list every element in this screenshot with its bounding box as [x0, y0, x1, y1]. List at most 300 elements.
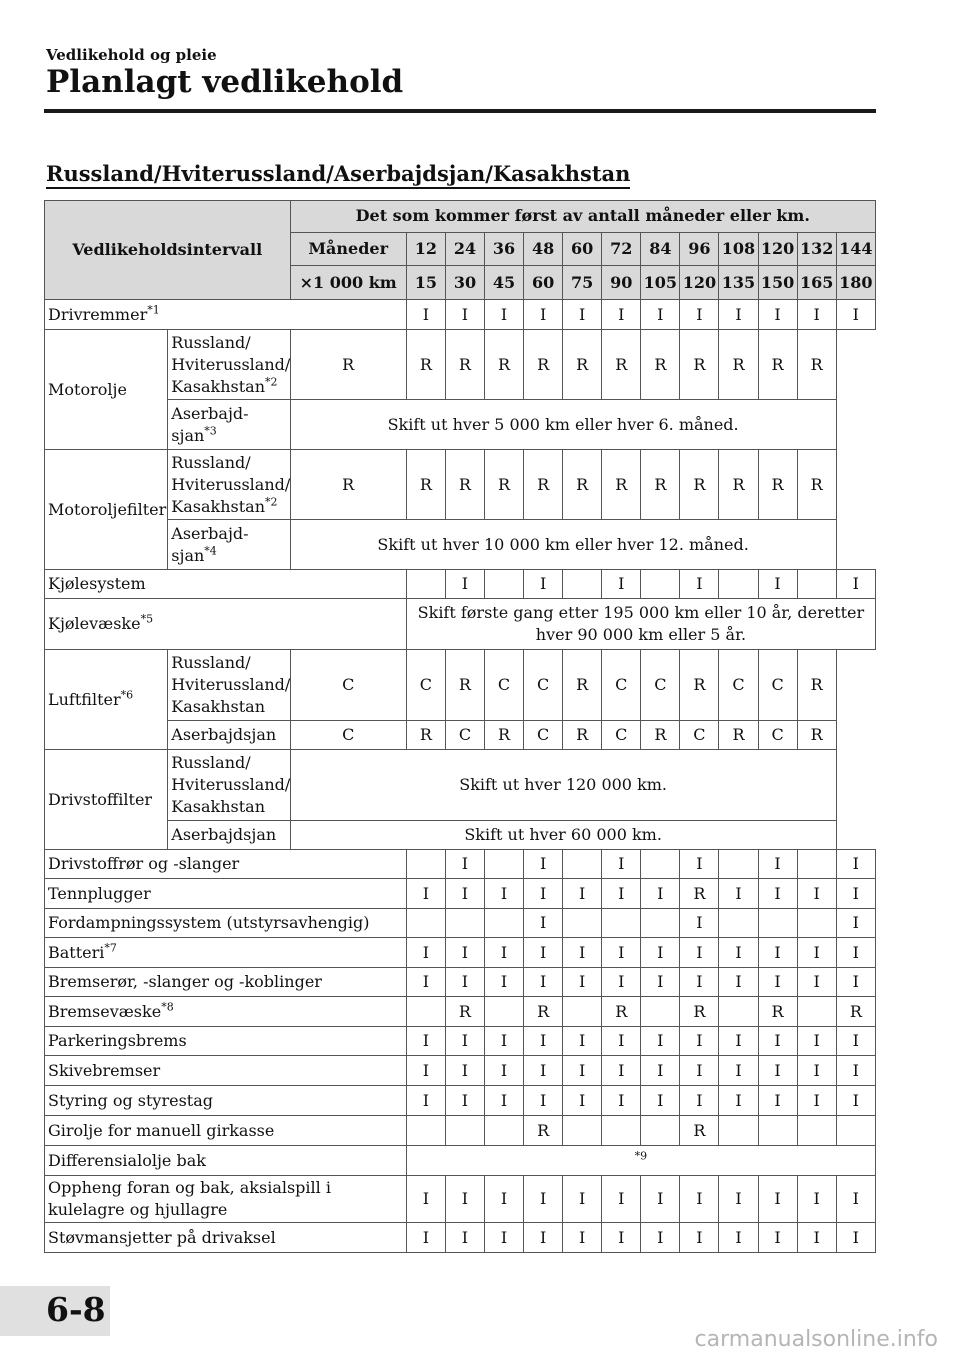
page-number: 6-8	[46, 1290, 106, 1329]
interval-cell: R	[524, 997, 563, 1027]
interval-cell: I	[406, 879, 445, 909]
interval-cell: I	[641, 300, 680, 330]
chapter-label: Vedlikehold og pleie	[46, 46, 217, 64]
interval-cell	[797, 997, 836, 1027]
month-value: 72	[602, 232, 641, 266]
month-value: 132	[797, 232, 836, 266]
interval-cell: I	[836, 850, 875, 879]
interval-cell: R	[524, 450, 563, 520]
month-value: 36	[484, 232, 523, 266]
item-label	[45, 650, 168, 750]
table-row	[45, 721, 876, 750]
interval-cell: R	[680, 997, 719, 1027]
interval-cell: I	[797, 1223, 836, 1253]
region-label	[168, 520, 290, 570]
region-line: Kasakhstan	[171, 697, 266, 716]
item-name: Differensialolje bak	[48, 1150, 206, 1170]
interval-cell: R	[680, 330, 719, 400]
item-name: Tennplugger	[48, 883, 151, 903]
interval-cell: I	[484, 1223, 523, 1253]
item-name: Fordampningssystem (utstyrsavhengig)	[48, 913, 370, 932]
item-name: Parkeringsbrems	[48, 1031, 187, 1050]
interval-cell: I	[680, 1056, 719, 1086]
item-label	[45, 450, 168, 570]
interval-cell	[445, 1116, 484, 1146]
km-value: 75	[563, 266, 602, 300]
interval-cell: R	[758, 450, 797, 520]
interval-cell: I	[641, 1086, 680, 1116]
footnote-ref: *8	[161, 1000, 174, 1014]
table-row	[45, 450, 876, 520]
interval-cell: R	[797, 450, 836, 520]
interval-cell: I	[641, 1027, 680, 1056]
km-value: 30	[445, 266, 484, 300]
interval-cell: I	[406, 1027, 445, 1056]
interval-cell: I	[680, 1176, 719, 1223]
item-label	[45, 599, 407, 650]
interval-cell	[445, 909, 484, 938]
footnote-ref: *6	[120, 688, 134, 702]
interval-cell	[406, 1116, 445, 1146]
interval-cell: I	[602, 1176, 641, 1223]
item-label	[45, 570, 407, 599]
region-line: sjan	[171, 425, 205, 445]
interval-cell: C	[719, 650, 758, 721]
interval-cell: I	[563, 1056, 602, 1086]
interval-cell: R	[406, 330, 445, 400]
interval-cell	[563, 1116, 602, 1146]
table-row	[45, 850, 876, 879]
interval-cell: R	[563, 650, 602, 721]
km-value: 15	[406, 266, 445, 300]
interval-cell: C	[406, 650, 445, 721]
item-label	[45, 879, 407, 909]
interval-cell	[641, 1116, 680, 1146]
item-name: Skivebremser	[48, 1060, 161, 1080]
interval-cell: I	[602, 968, 641, 997]
interval-cell: I	[641, 1176, 680, 1223]
footnote-ref: *2	[265, 495, 278, 509]
month-value: 96	[680, 232, 719, 266]
interval-cell: I	[719, 968, 758, 997]
interval-cell: I	[524, 850, 563, 879]
km-value: 120	[680, 266, 719, 300]
maintenance-table	[44, 200, 876, 1253]
interval-cell: I	[602, 1027, 641, 1056]
interval-cell: I	[797, 1176, 836, 1223]
item-name: Luftfilter	[48, 689, 121, 709]
interval-cell: I	[641, 1056, 680, 1086]
interval-cell: C	[602, 721, 641, 750]
item-name: Drivstoffilter	[48, 789, 153, 809]
interval-cell: I	[797, 1086, 836, 1116]
interval-cell: I	[641, 938, 680, 968]
interval-cell: R	[445, 650, 484, 721]
interval-cell: R	[602, 997, 641, 1027]
interval-cell: I	[836, 1086, 875, 1116]
table-row	[45, 1223, 876, 1253]
interval-cell: R	[797, 650, 836, 721]
table-row	[45, 821, 876, 850]
interval-cell: I	[406, 1086, 445, 1116]
item-name: Girolje for manuell girkasse	[48, 1120, 275, 1140]
interval-cell: R	[445, 330, 484, 400]
table-row	[45, 750, 876, 821]
table-row	[45, 1176, 876, 1223]
interval-cell	[719, 1116, 758, 1146]
interval-cell: I	[680, 1027, 719, 1056]
interval-cell: I	[719, 1056, 758, 1086]
item-label	[45, 1086, 407, 1116]
interval-cell: I	[680, 938, 719, 968]
region-line: Russland/	[171, 753, 251, 772]
interval-cell: I	[602, 938, 641, 968]
interval-cell: R	[484, 721, 523, 750]
interval-text: Skift ut hver 10 000 km eller hver 12. måned.	[290, 520, 836, 570]
month-value: 84	[641, 232, 680, 266]
interval-cell: R	[641, 330, 680, 400]
interval-cell: I	[836, 968, 875, 997]
interval-cell	[719, 997, 758, 1027]
item-name: Bremserør, -slanger og -koblinger	[48, 972, 322, 991]
watermark: carmanualsonline.info	[694, 1327, 938, 1352]
interval-cell: I	[641, 879, 680, 909]
region-label	[168, 650, 290, 721]
km-value: 90	[602, 266, 641, 300]
interval-cell: I	[797, 1056, 836, 1086]
interval-cell	[484, 909, 523, 938]
interval-cell: I	[524, 300, 563, 330]
item-name: Bremsevæske	[48, 1001, 162, 1021]
region-line: Russland/	[171, 332, 251, 352]
region-line: Russland/	[171, 653, 251, 672]
interval-cell: I	[406, 938, 445, 968]
table-row	[45, 570, 876, 599]
interval-cell	[563, 909, 602, 938]
table-row	[45, 1116, 876, 1146]
interval-cell: C	[602, 650, 641, 721]
interval-cell: R	[680, 450, 719, 520]
interval-cell: I	[758, 300, 797, 330]
interval-cell	[563, 570, 602, 599]
interval-cell: I	[563, 1223, 602, 1253]
region-label	[168, 400, 290, 450]
interval-cell: I	[719, 300, 758, 330]
interval-cell	[563, 850, 602, 879]
month-value: 108	[719, 232, 758, 266]
months-label: Måneder	[290, 232, 406, 266]
table-row	[45, 1027, 876, 1056]
interval-cell: R	[602, 330, 641, 400]
interval-cell: I	[445, 1056, 484, 1086]
interval-cell: I	[719, 879, 758, 909]
item-label	[45, 1116, 407, 1146]
interval-cell: R	[524, 1116, 563, 1146]
interval-cell: I	[602, 850, 641, 879]
table-row	[45, 1086, 876, 1116]
interval-cell	[484, 997, 523, 1027]
region-line: Kasakhstan	[171, 797, 266, 816]
region-line: Hviterussland/	[171, 474, 291, 494]
interval-cell	[484, 1116, 523, 1146]
interval-cell: I	[406, 1223, 445, 1253]
interval-cell	[836, 1116, 875, 1146]
interval-cell: R	[290, 450, 406, 520]
interval-cell: I	[758, 1086, 797, 1116]
interval-cell: I	[680, 570, 719, 599]
interval-cell: R	[406, 721, 445, 750]
interval-cell: I	[680, 1223, 719, 1253]
interval-cell: I	[641, 968, 680, 997]
table-row	[45, 938, 876, 968]
interval-cell: I	[641, 1223, 680, 1253]
interval-cell: R	[719, 450, 758, 520]
interval-cell	[406, 570, 445, 599]
interval-cell: I	[836, 879, 875, 909]
item-name: Drivremmer	[48, 304, 148, 324]
interval-cell: I	[680, 300, 719, 330]
interval-cell: I	[836, 1027, 875, 1056]
table-row	[45, 300, 876, 330]
interval-cell: I	[719, 938, 758, 968]
interval-cell: I	[445, 1027, 484, 1056]
interval-cell: I	[445, 968, 484, 997]
interval-cell	[484, 850, 523, 879]
interval-cell: I	[484, 1027, 523, 1056]
interval-cell: I	[836, 1056, 875, 1086]
km-value: 150	[758, 266, 797, 300]
interval-cell	[719, 570, 758, 599]
interval-cell: I	[602, 1056, 641, 1086]
interval-cell: I	[445, 1223, 484, 1253]
region-line: sjan	[171, 545, 205, 565]
region-line: Kasakhstan	[171, 496, 266, 516]
km-value: 45	[484, 266, 523, 300]
interval-cell: I	[836, 570, 875, 599]
interval-cell: I	[524, 968, 563, 997]
region-line: Aserbajdsjan	[171, 825, 277, 844]
region-label	[168, 821, 290, 850]
km-value: 165	[797, 266, 836, 300]
interval-cell: I	[563, 1176, 602, 1223]
item-name: Kjølesystem	[48, 574, 146, 593]
item-label	[45, 997, 407, 1027]
interval-cell: I	[484, 1056, 523, 1086]
interval-cell: I	[719, 1027, 758, 1056]
region-line: Aserbajd-	[171, 523, 249, 543]
interval-cell: I	[524, 1086, 563, 1116]
month-value: 24	[445, 232, 484, 266]
interval-text: Skift første gang etter 195 000 km eller 10 år, deretter hver 90 000 km eller 5 år.	[406, 599, 875, 650]
interval-cell: R	[641, 721, 680, 750]
interval-cell: R	[484, 450, 523, 520]
interval-cell: I	[758, 850, 797, 879]
interval-cell: R	[797, 721, 836, 750]
interval-cell: I	[680, 850, 719, 879]
footnote-ref: *7	[104, 941, 117, 955]
item-label	[45, 1176, 407, 1223]
interval-cell: I	[797, 1027, 836, 1056]
interval-cell: I	[524, 570, 563, 599]
interval-cell: C	[524, 650, 563, 721]
interval-cell: R	[680, 879, 719, 909]
interval-cell: I	[602, 300, 641, 330]
interval-cell: I	[797, 879, 836, 909]
interval-cell: I	[563, 968, 602, 997]
interval-cell: I	[524, 1056, 563, 1086]
interval-cell: I	[602, 570, 641, 599]
interval-cell: I	[524, 879, 563, 909]
month-value: 48	[524, 232, 563, 266]
item-label	[45, 330, 168, 450]
interval-cell	[719, 850, 758, 879]
interval-cell: I	[758, 968, 797, 997]
item-name: Oppheng foran og bak, aksialspill i kulelagre og hjullagre	[48, 1178, 331, 1219]
km-label: ×1 000 km	[290, 266, 406, 300]
interval-cell: I	[484, 968, 523, 997]
interval-cell: R	[445, 450, 484, 520]
interval-cell: I	[758, 938, 797, 968]
item-name: Batteri	[48, 942, 105, 962]
interval-cell: I	[758, 879, 797, 909]
interval-cell: C	[290, 721, 406, 750]
interval-cell: R	[797, 330, 836, 400]
interval-cell	[563, 997, 602, 1027]
month-value: 120	[758, 232, 797, 266]
item-label	[45, 1027, 407, 1056]
region-line: Hviterussland/	[171, 354, 291, 374]
interval-cell: I	[524, 938, 563, 968]
interval-cell	[484, 570, 523, 599]
region-label	[168, 330, 290, 400]
interval-cell: C	[484, 650, 523, 721]
footnote-ref: *5	[140, 612, 154, 626]
table-row	[45, 879, 876, 909]
footnote-ref: *9	[634, 1149, 648, 1163]
interval-cell: I	[836, 909, 875, 938]
item-label	[45, 1056, 407, 1086]
item-label	[45, 968, 407, 997]
interval-cell	[406, 850, 445, 879]
interval-cell: C	[680, 721, 719, 750]
interval-cell	[641, 909, 680, 938]
interval-cell: I	[524, 909, 563, 938]
interval-cell: I	[445, 570, 484, 599]
region-line: Russland/	[171, 452, 251, 472]
interval-cell	[797, 570, 836, 599]
interval-cell: R	[680, 650, 719, 721]
interval-cell: I	[719, 1176, 758, 1223]
interval-cell: I	[406, 968, 445, 997]
km-value: 180	[836, 266, 875, 300]
interval-cell: R	[602, 450, 641, 520]
table-row	[45, 1146, 876, 1176]
interval-cell: I	[524, 1223, 563, 1253]
interval-cell: I	[797, 938, 836, 968]
interval-cell: I	[406, 1056, 445, 1086]
interval-cell	[719, 909, 758, 938]
interval-cell: I	[719, 1223, 758, 1253]
region-label	[168, 721, 290, 750]
interval-cell: I	[563, 300, 602, 330]
interval-cell: I	[563, 1086, 602, 1116]
table-row	[45, 650, 876, 721]
table-row	[45, 330, 876, 400]
interval-note	[406, 1146, 875, 1176]
km-value: 105	[641, 266, 680, 300]
interval-cell: I	[445, 300, 484, 330]
interval-cell: I	[602, 1223, 641, 1253]
interval-cell	[758, 1116, 797, 1146]
interval-text: Skift ut hver 60 000 km.	[290, 821, 836, 850]
table-row	[45, 997, 876, 1027]
interval-cell: I	[758, 1027, 797, 1056]
interval-cell	[797, 850, 836, 879]
month-value: 60	[563, 232, 602, 266]
interval-cell	[797, 909, 836, 938]
region-label	[168, 750, 290, 821]
interval-cell: I	[563, 879, 602, 909]
interval-cell: R	[680, 1116, 719, 1146]
interval-cell: I	[484, 300, 523, 330]
interval-cell: I	[563, 938, 602, 968]
group-header: Det som kommer først av antall måneder eller km.	[290, 201, 875, 233]
month-value: 144	[836, 232, 875, 266]
title-divider	[44, 109, 876, 113]
header-row	[45, 201, 876, 233]
interval-cell: I	[484, 938, 523, 968]
interval-cell: R	[484, 330, 523, 400]
interval-cell: I	[836, 1176, 875, 1223]
interval-cell	[641, 570, 680, 599]
interval-cell: I	[797, 968, 836, 997]
footnote-ref: *1	[147, 303, 160, 317]
interval-cell: C	[758, 721, 797, 750]
interval-cell: C	[524, 721, 563, 750]
interval-cell: I	[406, 1176, 445, 1223]
interval-cell: I	[680, 968, 719, 997]
region-line: Aserbajdsjan	[171, 725, 277, 744]
interval-cell: I	[445, 938, 484, 968]
item-label	[45, 850, 407, 879]
interval-cell: R	[758, 997, 797, 1027]
interval-cell	[797, 1116, 836, 1146]
page-title: Planlagt vedlikehold	[46, 64, 404, 100]
interval-cell: I	[484, 1086, 523, 1116]
table-row	[45, 599, 876, 650]
interval-cell: I	[445, 1176, 484, 1223]
interval-cell: I	[836, 1223, 875, 1253]
item-name: Drivstoffrør og -slanger	[48, 854, 240, 873]
km-value: 135	[719, 266, 758, 300]
item-label	[45, 909, 407, 938]
table-row	[45, 1056, 876, 1086]
item-label	[45, 300, 407, 330]
item-label	[45, 1146, 407, 1176]
item-label	[45, 750, 168, 850]
table-row	[45, 968, 876, 997]
table-row	[45, 400, 876, 450]
interval-cell: I	[445, 879, 484, 909]
region-line: Kasakhstan	[171, 376, 266, 396]
interval-cell: R	[563, 330, 602, 400]
interval-cell: I	[484, 879, 523, 909]
interval-cell: I	[836, 300, 875, 330]
footnote-ref: *3	[204, 424, 217, 438]
interval-cell: I	[445, 1086, 484, 1116]
section-heading: Russland/Hviterussland/Aserbajdsjan/Kasakhstan	[46, 161, 630, 189]
interval-cell	[641, 997, 680, 1027]
